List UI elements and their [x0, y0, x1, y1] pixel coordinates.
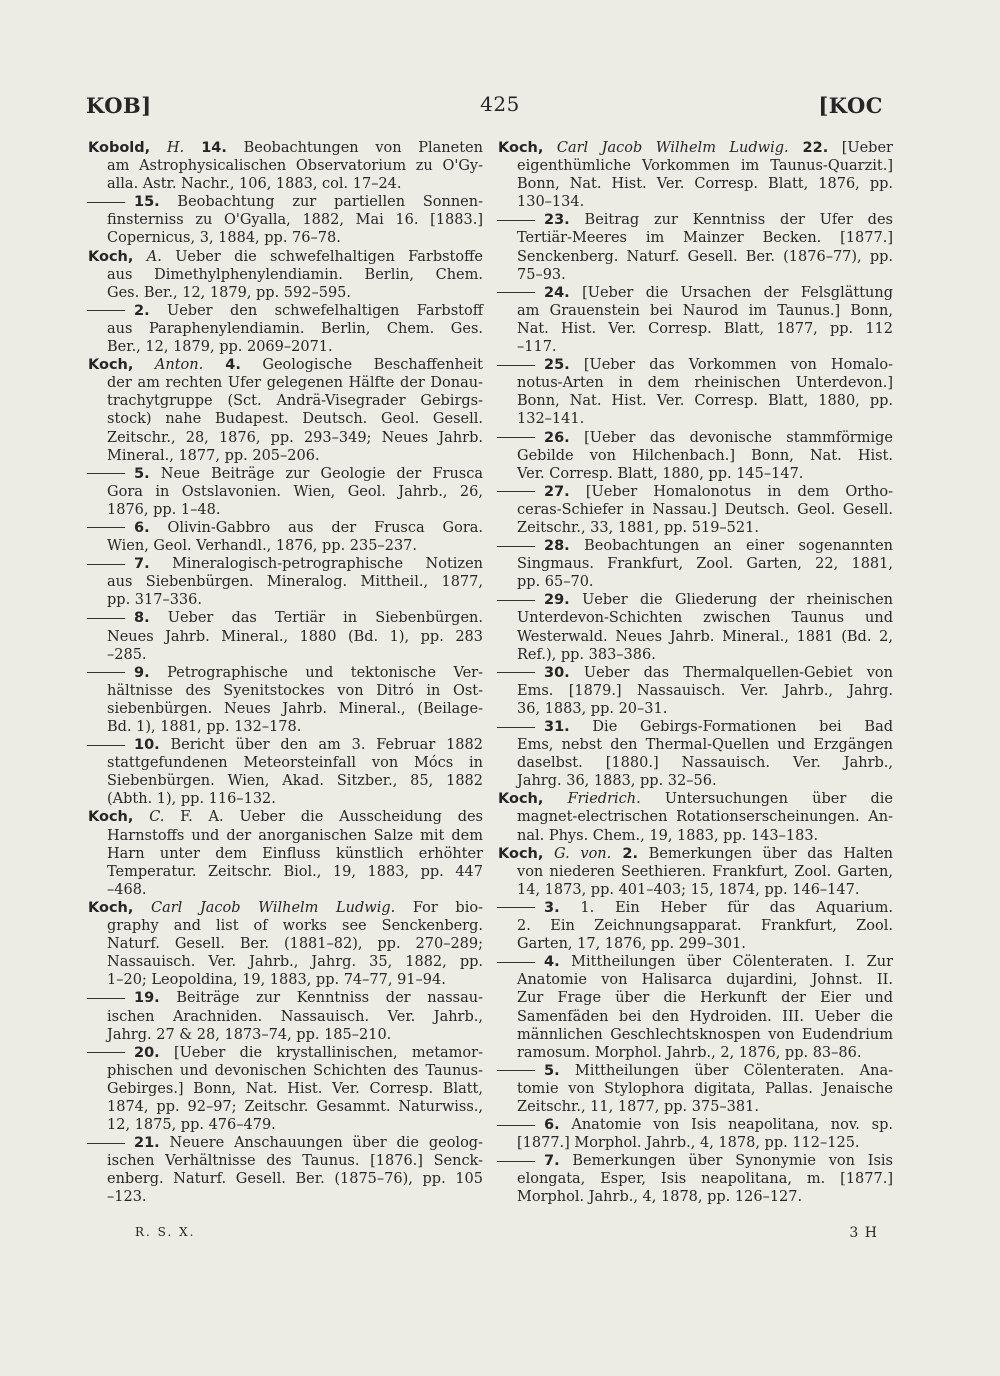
entry-line: 2. Ueber den schwefelhaltigen Farbstoff: [88, 302, 483, 320]
entry-line: Tertiär-Meeres im Mainzer Becken. [1877.]: [517, 230, 893, 247]
entry-line: magnet-electrischen Rotationserscheinungen. An-: [517, 809, 893, 826]
entry-line: (Abth. 1), pp. 116–132.: [107, 791, 276, 808]
running-head-right: [KOC: [818, 93, 883, 118]
bibliography-entry: [498, 718, 893, 790]
bibliography-entry: [88, 808, 483, 898]
entry-line: nal. Phys. Chem., 19, 1883, pp. 143–183.: [517, 827, 819, 844]
entry-line: 10. Bericht über den am 3. Februar 1882: [88, 736, 483, 754]
ditto-dash: [497, 1161, 535, 1162]
bibliography-entry: [498, 211, 893, 283]
entry-line: 20. [Ueber die krystallinischen, metamor-: [88, 1044, 483, 1062]
bibliography-entry: [88, 139, 483, 193]
entry-line: Jahrg. 27 & 28, 1873–74, pp. 185–210.: [107, 1026, 392, 1043]
entry-line: 23. Beitrag zur Kenntniss der Ufer des: [498, 211, 893, 229]
entry-line: Senckenberg. Naturf. Gesell. Ber. (1876–77), pp.: [517, 248, 893, 265]
entry-line: 1874, pp. 92–97; Zeitschr. Gesammt. Naturwiss.,: [107, 1098, 483, 1115]
entry-line: phischen und devonischen Schichten des Taunus-: [107, 1062, 483, 1079]
ditto-dash: [497, 962, 535, 963]
entry-line: 31. Die Gebirgs-Formationen bei Bad: [498, 718, 893, 736]
bibliography-entry: [88, 356, 483, 465]
entry-line: 26. [Ueber das devonische stammförmige: [498, 429, 893, 447]
entry-line: Ems. [1879.] Nassauisch. Ver. Jahrb., Jahrg.: [517, 682, 893, 699]
entry-line: 6. Anatomie von Isis neapolitana, nov. sp.: [498, 1116, 893, 1134]
entry-line: Ems, nebst den Thermal-Quellen und Erzgängen: [517, 737, 893, 754]
entry-line: männlichen Geschlechtsknospen von Eudendrium: [517, 1026, 893, 1043]
bibliography-entry: [498, 1116, 893, 1152]
entry-line: 28. Beobachtungen an einer sogenannten: [498, 537, 893, 555]
entry-line: Koch, C. F. A. Ueber die Ausscheidung des: [88, 809, 484, 826]
entry-line: Anatomie von Halisarca dujardini, Johnst. II.: [517, 972, 893, 989]
entry-line: trachytgruppe (Sct. Andrä-Visegrader Gebirgs-: [107, 393, 483, 410]
ditto-dash: [497, 1125, 535, 1126]
entry-line: Koch, A. Ueber die schwefelhaltigen Farbstoffe: [88, 248, 483, 265]
entry-line: 21. Neuere Anschauungen über die geolog-: [88, 1134, 483, 1152]
entry-line: Mineral., 1877, pp. 205–206.: [107, 447, 320, 464]
entry-line: Siebenbürgen. Wien, Akad. Sitzber., 85, 1882: [107, 773, 483, 790]
ditto-dash: [497, 600, 535, 601]
entry-line: Copernicus, 3, 1884, pp. 76–78.: [107, 230, 341, 247]
entry-line: –468.: [107, 881, 147, 898]
entry-line: Westerwald. Neues Jahrb. Mineral., 1881 (Bd. 2,: [517, 628, 893, 645]
entry-line: Koch, Anton. 4. Geologische Beschaffenheit: [88, 357, 483, 374]
ditto-dash: [87, 473, 125, 474]
sheet-mark: 3 H: [849, 1225, 878, 1241]
entry-line: 6. Olivin-Gabbro aus der Frusca Gora.: [88, 519, 483, 537]
ditto-dash: [497, 1070, 535, 1071]
bibliography-entry: [88, 1134, 483, 1206]
entry-line: Zeitschr., 28, 1876, pp. 293–349; Neues Jahrb.: [107, 429, 483, 446]
entry-line: elongata, Esper, Isis neapolitana, m. [1877.]: [517, 1171, 893, 1188]
bibliography-entry: [88, 465, 483, 519]
entry-line: Koch, Carl Jacob Wilhelm Ludwig. For bio-: [88, 899, 483, 916]
bibliography-entry: [498, 664, 893, 718]
entry-line: Unterdevon-Schichten zwischen Taunus und: [517, 610, 893, 627]
entry-line: 75–93.: [517, 266, 566, 283]
entry-line: 3. 1. Ein Heber für das Aquarium.: [498, 899, 893, 917]
bibliography-entry: [88, 736, 483, 808]
bibliography-entry: [498, 845, 893, 899]
bibliography-entry: [498, 591, 893, 663]
entry-line: 12, 1875, pp. 476–479.: [107, 1117, 276, 1134]
entry-line: Gebilde von Hilchenbach.] Bonn, Nat. Hist.: [517, 447, 893, 464]
bibliography-entry: [88, 664, 483, 736]
ditto-dash: [497, 220, 535, 221]
bibliography-entry: [498, 284, 893, 356]
ditto-dash: [497, 672, 535, 673]
entry-line: 1–20; Leopoldina, 19, 1883, pp. 74–77, 91–94.: [107, 972, 446, 989]
entry-line: Zeitschr., 11, 1877, pp. 375–381.: [517, 1098, 759, 1115]
ditto-dash: [87, 310, 125, 311]
entry-line: aus Siebenbürgen. Mineralog. Mittheil., 1877,: [107, 574, 483, 591]
entry-line: ramosum. Morphol. Jahrb., 2, 1876, pp. 83–86.: [517, 1044, 862, 1061]
entry-line: Morphol. Jahrb., 4, 1878, pp. 126–127.: [517, 1189, 803, 1206]
entry-line: Ref.), pp. 383–386.: [517, 646, 656, 663]
entry-line: Samenfäden bei den Hydroiden. III. Ueber die: [517, 1008, 893, 1025]
entry-line: Garten, 17, 1876, pp. 299–301.: [517, 936, 746, 953]
entry-line: 30. Ueber das Thermalquellen-Gebiet von: [498, 664, 893, 682]
entry-line: Bonn, Nat. Hist. Ver. Corresp. Blatt, 1876, pp.: [517, 176, 893, 193]
entry-line: 5. Mittheilungen über Cölenteraten. Ana-: [498, 1062, 893, 1080]
entry-line: aus Dimethylphenylendiamin. Berlin, Chem.: [107, 266, 483, 283]
bibliography-entry: [498, 1062, 893, 1116]
entry-line: Ges. Ber., 12, 1879, pp. 592–595.: [107, 284, 352, 301]
entry-line: aus Paraphenylendiamin. Berlin, Chem. Ges.: [107, 320, 483, 337]
ditto-dash: [497, 437, 535, 438]
entry-line: Koch, Friedrich. Untersuchungen über die: [498, 791, 893, 808]
ditto-dash: [87, 1052, 125, 1053]
entry-line: tomie von Stylophora digitata, Pallas. Jenaische: [517, 1080, 893, 1097]
ditto-dash: [497, 907, 535, 908]
ditto-dash: [87, 998, 125, 999]
entry-line: 5. Neue Beiträge zur Geologie der Frusca: [88, 465, 483, 483]
bibliography-entry: [88, 519, 483, 555]
entry-line: graphy and list of works see Senckenberg.: [107, 918, 483, 935]
entry-line: 130–134.: [517, 194, 585, 211]
entry-line: 15. Beobachtung zur partiellen Sonnen-: [88, 193, 483, 211]
entry-line: Jahrg. 36, 1883, pp. 32–56.: [517, 773, 717, 790]
entry-line: Wien, Geol. Verhandl., 1876, pp. 235–237.: [107, 538, 418, 555]
entry-line: 27. [Ueber Homalonotus in dem Ortho-: [498, 483, 893, 501]
ditto-dash: [87, 527, 125, 528]
entry-line: enberg. Naturf. Gesell. Ber. (1875–76), pp. 105: [107, 1171, 483, 1188]
entry-line: Neues Jahrb. Mineral., 1880 (Bd. 1), pp. 283: [107, 628, 483, 645]
ditto-dash: [87, 745, 125, 746]
ditto-dash: [87, 618, 125, 619]
entry-line: Kobold, H. 14. Beobachtungen von Planeten: [88, 140, 483, 156]
entry-line: Harn unter dem Einfluss künstlich erhöhter: [107, 845, 483, 862]
ditto-dash: [87, 202, 125, 203]
right-column: [498, 139, 893, 1207]
entry-line: Ber., 12, 1879, pp. 2069–2071.: [107, 339, 333, 356]
entry-line: 4. Mittheilungen über Cölenteraten. I. Zur: [498, 953, 893, 971]
running-head-left: KOB]: [86, 93, 152, 118]
bibliography-entry: [88, 555, 483, 609]
entry-line: alla. Astr. Nachr., 106, 1883, col. 17–24.: [107, 176, 402, 193]
entry-line: Harnstoffs und der anorganischen Salze mit dem: [107, 827, 483, 844]
entry-line: stattgefundenen Meteorsteinfall von Mócs in: [107, 755, 483, 772]
entry-line: notus-Arten in dem rheinischen Unterdevon.]: [517, 375, 893, 392]
entry-line: Ver. Corresp. Blatt, 1880, pp. 145–147.: [517, 465, 804, 482]
bibliography-entry: [88, 302, 483, 356]
entry-line: 36, 1883, pp. 20–31.: [517, 700, 668, 717]
bibliography-entry: [88, 899, 483, 989]
entry-line: Bd. 1), 1881, pp. 132–178.: [107, 719, 302, 735]
ditto-dash: [497, 546, 535, 547]
entry-line: Gora in Ostslavonien. Wien, Geol. Jahrb., 26,: [107, 483, 483, 500]
bibliography-entry: [498, 139, 893, 211]
entry-line: Nat. Hist. Ver. Corresp. Blatt, 1877, pp. 112: [517, 320, 893, 337]
entry-line: 132–141.: [517, 411, 585, 428]
entry-line: pp. 317–336.: [107, 592, 202, 609]
bibliography-entry: [88, 609, 483, 663]
entry-line: 7. Mineralogisch-petrographische Notizen: [88, 555, 483, 573]
ditto-dash: [497, 727, 535, 728]
entry-line: stock) nahe Budapest. Deutsch. Geol. Gesell.: [107, 411, 483, 428]
entry-line: finsterniss zu O'Gyalla, 1882, Mai 16. [1883.]: [107, 212, 483, 229]
entry-line: eigenthümliche Vorkommen im Taunus-Quarzit.]: [517, 158, 893, 175]
entry-line: am Grauenstein bei Naurod im Taunus.] Bonn,: [517, 302, 893, 319]
ditto-dash: [87, 672, 125, 673]
bibliography-entry: [498, 429, 893, 483]
entry-line: Naturf. Gesell. Ber. (1881–82), pp. 270–289;: [107, 936, 483, 953]
entry-line: –123.: [107, 1189, 147, 1206]
entry-line: Gebirges.] Bonn, Nat. Hist. Ver. Corresp. Blatt,: [107, 1080, 483, 1097]
entry-line: Singmaus. Frankfurt, Zool. Garten, 22, 1881,: [517, 556, 893, 573]
bibliography-entry: [498, 790, 893, 844]
entry-line: 29. Ueber die Gliederung der rheinischen: [498, 591, 893, 609]
entry-line: am Astrophysicalischen Observatorium zu O'Gy-: [107, 158, 483, 175]
entry-line: der am rechten Ufer gelegenen Hälfte der Donau-: [107, 375, 483, 392]
ditto-dash: [497, 292, 535, 293]
ditto-dash: [87, 1143, 125, 1144]
bibliography-entry: [498, 1152, 893, 1206]
entry-line: Zur Frage über die Herkunft der Eier und: [517, 990, 893, 1007]
left-column: [88, 139, 483, 1207]
entry-line: 8. Ueber das Tertiär in Siebenbürgen.: [88, 609, 483, 627]
entry-line: Temperatur. Zeitschr. Biol., 19, 1883, pp. 447: [107, 863, 483, 880]
bibliography-entry: [498, 356, 893, 428]
entry-line: 2. Ein Zeichnungsapparat. Frankfurt, Zool.: [517, 918, 893, 935]
entry-line: siebenbürgen. Neues Jahrb. Mineral., (Beilage-: [107, 700, 483, 717]
bibliography-entry: [498, 537, 893, 591]
entry-line: von niederen Seethieren. Frankfurt, Zool. Garten,: [517, 863, 893, 880]
ditto-dash: [497, 491, 535, 492]
page-number: 425: [480, 92, 520, 116]
ditto-dash: [497, 365, 535, 366]
entry-line: –117.: [517, 339, 557, 356]
entry-line: ceras-Schiefer in Nassau.] Deutsch. Geol. Gesell.: [517, 501, 893, 518]
bibliography-entry: [88, 1044, 483, 1134]
entry-line: 19. Beiträge zur Kenntniss der nassau-: [88, 989, 483, 1007]
entry-line: Bonn, Nat. Hist. Ver. Corresp. Blatt, 1880, pp.: [517, 393, 893, 410]
entry-line: ischen Verhältnisse des Taunus. [1876.] Senck-: [107, 1153, 483, 1170]
entry-line: 24. [Ueber die Ursachen der Felsglättung: [498, 284, 893, 302]
entry-line: ischen Arachniden. Nassauisch. Ver. Jahrb.,: [107, 1008, 483, 1025]
entry-line: 14, 1873, pp. 401–403; 15, 1874, pp. 146–147.: [517, 881, 860, 898]
entry-line: 9. Petrographische und tektonische Ver-: [88, 664, 483, 682]
entry-line: [1877.] Morphol. Jahrb., 4, 1878, pp. 112–125.: [517, 1135, 860, 1152]
entry-line: hältnisse des Syenitstockes von Ditró in Ost-: [107, 682, 483, 699]
bibliography-entry: [88, 193, 483, 247]
entry-line: Zeitschr., 33, 1881, pp. 519–521.: [517, 519, 759, 536]
entry-line: 25. [Ueber das Vorkommen von Homalo-: [498, 356, 893, 374]
bibliography-entry: [498, 953, 893, 1062]
entry-line: Koch, G. von. 2. Bemerkungen über das Halten: [498, 845, 894, 862]
entry-line: 7. Bemerkungen über Synonymie von Isis: [498, 1152, 893, 1170]
entry-line: Koch, Carl Jacob Wilhelm Ludwig. 22. [Ueber: [498, 140, 893, 156]
bibliography-entry: [88, 989, 483, 1043]
bibliography-entry: [88, 248, 483, 302]
entry-line: Nassauisch. Ver. Jahrb., Jahrg. 35, 1882, pp.: [107, 954, 483, 971]
entry-line: –285.: [107, 646, 147, 663]
entry-line: pp. 65–70.: [517, 574, 594, 591]
signature-mark: R. S. X.: [135, 1225, 196, 1239]
bibliography-entry: [498, 483, 893, 537]
ditto-dash: [87, 564, 125, 565]
entry-line: 1876, pp. 1–48.: [107, 501, 221, 518]
bibliography-entry: [498, 899, 893, 953]
entry-line: daselbst. [1880.] Nassauisch. Ver. Jahrb.,: [517, 755, 893, 772]
